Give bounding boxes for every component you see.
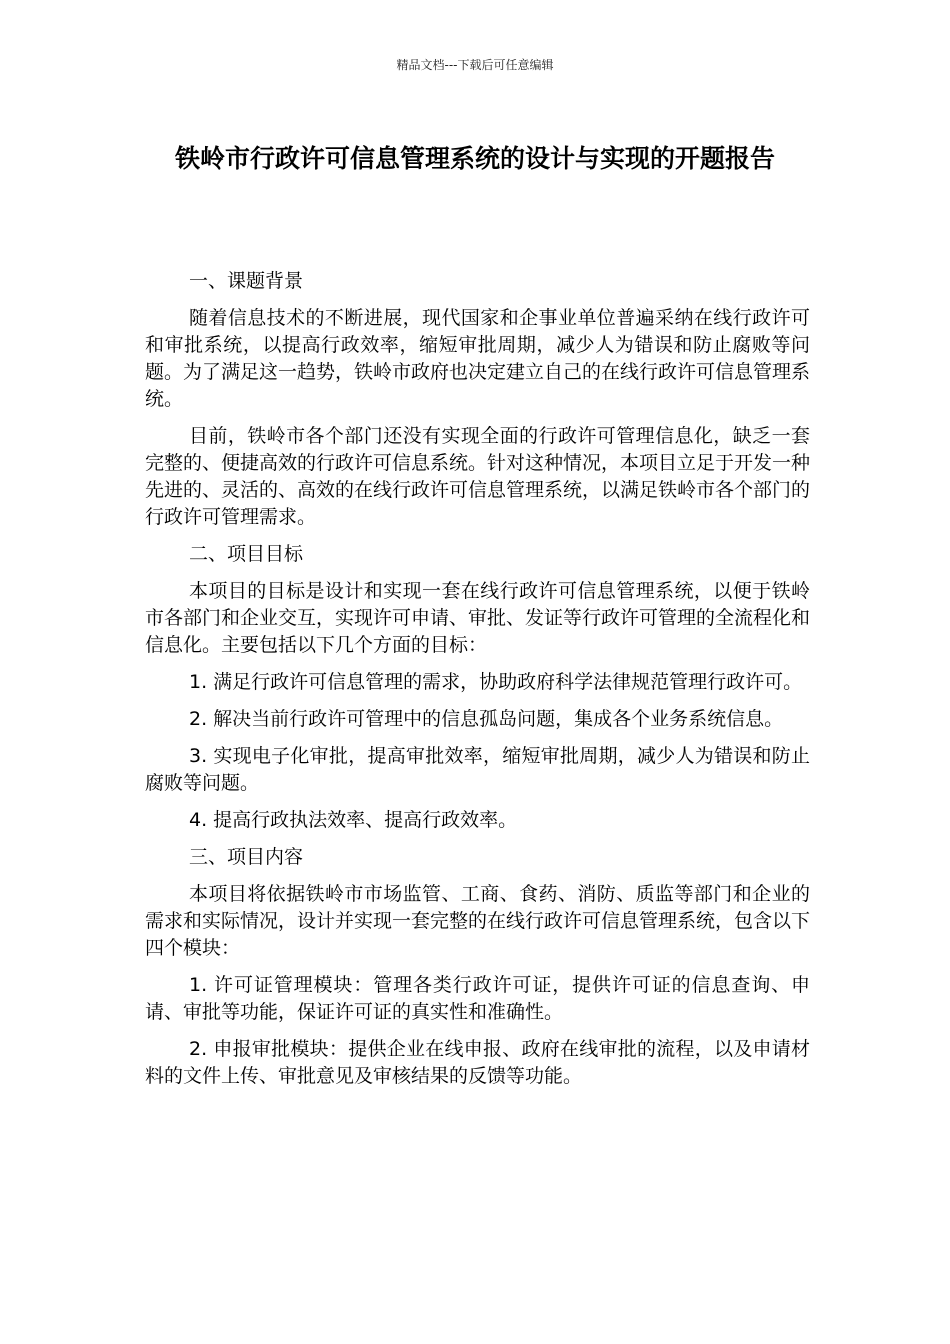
- document-body: [145, 268, 810, 1100]
- paragraph-goals-intro: 本项目的目标是设计和实现一套在线行政许可信息管理系统，以便于铁岭市各部门和企业交互，实现许可申请、审批、发证等行政许可管理的全流程化和信息化。主要包括以下几个方面的目标：: [145, 580, 811, 656]
- page-header-watermark: 精品文档---下载后可任意编辑: [396, 58, 554, 72]
- section-heading-background: 一、课题背景: [189, 270, 304, 292]
- module-item-2: 2. 申报审批模块：提供企业在线申报、政府在线审批的流程，以及申请材料的文件上传、审批意见及审核结果的反馈等功能。: [145, 1038, 810, 1087]
- goal-item-1: 1. 满足行政许可信息管理的需求，协助政府科学法律规范管理行政许可。: [189, 671, 803, 693]
- goal-item-2: 2. 解决当前行政许可管理中的信息孤岛问题，集成各个业务系统信息。: [189, 708, 784, 730]
- module-item-1: 1. 许可证管理模块：管理各类行政许可证，提供许可证的信息查询、申请、审批等功能，保证许可证的真实性和准确性。: [145, 974, 810, 1023]
- goal-item-3: 3. 实现电子化审批，提高审批效率，缩短审批周期，减少人为错误和防止腐败等问题。: [145, 745, 810, 794]
- paragraph-content-intro: 本项目将依据铁岭市市场监管、工商、食药、消防、质监等部门和企业的需求和实际情况，设计并实现一套完整的在线行政许可信息管理系统，包含以下四个模块：: [145, 883, 811, 959]
- paragraph-background-1: 随着信息技术的不断进展，现代国家和企事业单位普遍采纳在线行政许可和审批系统，以提高行政效率，缩短审批周期，减少人为错误和防止腐败等问题。为了满足这一趋势，铁岭市政府也决定建立自己的在线行政许可信息管理系统。: [145, 307, 811, 410]
- goal-item-4: 4. 提高行政执法效率、提高行政效率。: [189, 809, 518, 831]
- paragraph-background-2: 目前，铁岭市各个部门还没有实现全面的行政许可管理信息化，缺乏一套完整的、便捷高效的行政许可信息系统。针对这种情况，本项目立足于开发一种先进的、灵活的、高效的在线行政许可信息管理系统，以满足铁岭市各个部门的行政许可管理需求。: [145, 425, 811, 528]
- section-heading-goals: 二、项目目标: [189, 543, 304, 565]
- document-title: 铁岭市行政许可信息管理系统的设计与实现的开题报告: [174, 144, 775, 173]
- section-heading-content: 三、项目内容: [189, 846, 304, 868]
